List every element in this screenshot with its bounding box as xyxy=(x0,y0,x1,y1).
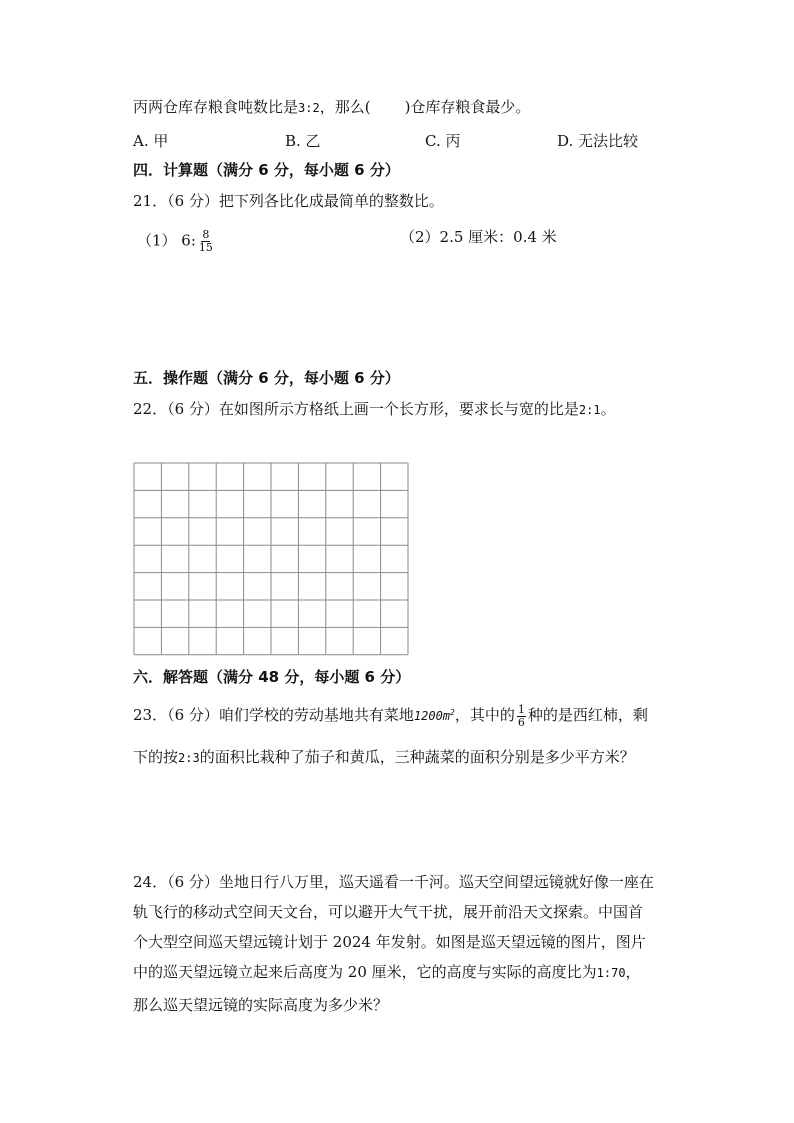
q24-line1: 24．（6 分）坐地日行八万里，巡天遥看一千河。巡天空间望远镜就好像一座在 xyxy=(133,873,654,891)
q24-line2: 轨飞行的移动式空间天文台，可以避开大气干扰，展开前沿天文探索。中国首 xyxy=(133,903,644,921)
grid-svg xyxy=(133,462,410,657)
q23-line1 xyxy=(133,703,648,729)
q20-ratio: 3:2 xyxy=(298,101,320,115)
q23-text-2: 下的按 xyxy=(133,748,179,766)
q23-text: 23．（6 分）咱们学校的劳动基地共有菜地 xyxy=(133,706,414,724)
q20-option-d[interactable]: D. 无法比较 xyxy=(557,132,639,150)
q23-area-exponent: 2 xyxy=(450,708,455,717)
q21-sub1-label: （1） 6: xyxy=(137,231,196,250)
q24-ratio: 1:70 xyxy=(596,966,626,980)
q24-text: 中的巡天望远镜立起来后高度为 20 厘米，它的高度与实际的高度比为 xyxy=(133,963,597,981)
section-5-title: 五．操作题（满分 6 分，每小题 6 分） xyxy=(133,369,400,387)
q20-option-a[interactable]: A. 甲 xyxy=(133,132,169,150)
q24-line5: 那么巡天望远镜的实际高度为多少米？ xyxy=(133,996,389,1014)
q22-stem xyxy=(133,399,616,420)
q22-ratio: 2:1 xyxy=(578,403,601,417)
q24-text-end: ， xyxy=(625,963,641,981)
fraction-denominator: 6 xyxy=(517,715,525,729)
q23-line2 xyxy=(133,747,635,768)
q23-fraction xyxy=(517,704,526,729)
graph-paper-grid[interactable] xyxy=(133,462,410,661)
q23-area xyxy=(414,709,455,723)
q20-text: 丙两仓库存粮食吨数比是 xyxy=(133,98,299,116)
q22-text: 22．（6 分）在如图所示方格纸上画一个长方形，要求长与宽的比是 xyxy=(133,400,579,418)
q21-fraction xyxy=(198,229,214,254)
q23-text-2-end: 的面积比栽种了茄子和黄瓜，三种蔬菜的面积分别是多少平方米？ xyxy=(199,748,635,766)
q23-text-end: 种的是西红柿，剩 xyxy=(527,706,648,724)
q24-line4 xyxy=(133,962,641,983)
fraction-denominator: 15 xyxy=(198,241,213,254)
fraction-numerator: 1 xyxy=(517,702,525,716)
section-6-title: 六．解答题（满分 48 分，每小题 6 分） xyxy=(133,668,411,686)
q23-ratio: 2:3 xyxy=(178,751,200,765)
q20-text-mid: ，那么( xyxy=(319,98,371,116)
q23-area-value: 1200m xyxy=(413,709,451,723)
fraction-numerator: 8 xyxy=(202,228,210,241)
q20-stem-tail xyxy=(133,97,530,118)
q22-text-end: 。 xyxy=(600,400,616,418)
q23-text-mid: ，其中的 xyxy=(454,706,515,724)
q24-line3: 个大型空间巡天望远镜计划于 2024 年发射。如图是巡天望远镜的图片，图片 xyxy=(133,933,646,951)
q21-stem: 21．（6 分）把下列各比化成最简单的整数比。 xyxy=(133,192,444,210)
q20-option-b[interactable]: B. 乙 xyxy=(285,132,321,150)
section-4-title: 四．计算题（满分 6 分，每小题 6 分） xyxy=(133,161,400,179)
q20-text-end: )仓库存粮食最少。 xyxy=(404,98,531,116)
q21-sub1 xyxy=(137,229,216,254)
q20-option-c[interactable]: C. 丙 xyxy=(425,132,461,150)
q21-sub2: （2）2.5 厘米：0.4 米 xyxy=(400,228,557,246)
